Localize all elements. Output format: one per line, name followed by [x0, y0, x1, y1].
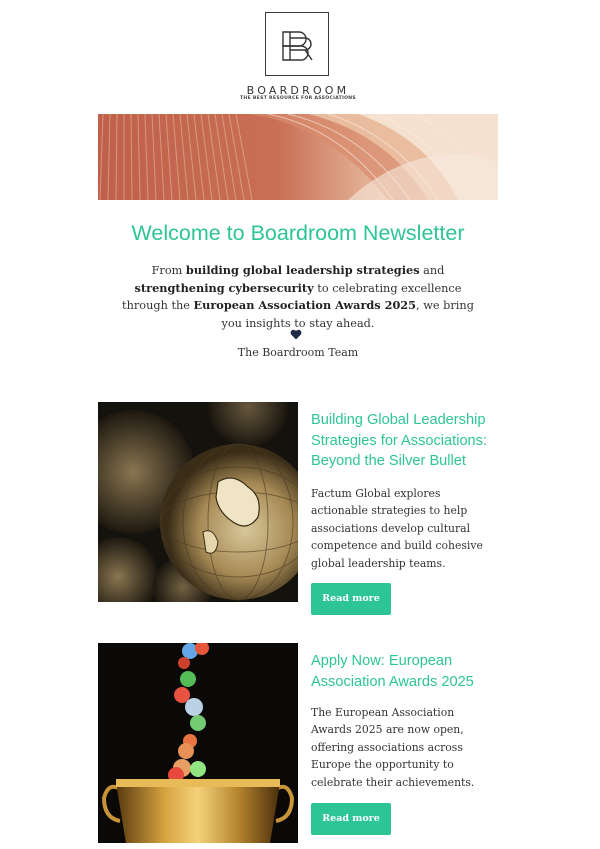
intro-text: to celebrating excellence through the — [122, 281, 462, 312]
logo-mark[interactable] — [265, 12, 329, 76]
article-title[interactable]: Apply Now: European Association Awards 2025 — [311, 653, 474, 690]
br-monogram-icon — [266, 13, 330, 77]
signoff: The Boardroom Team — [237, 346, 359, 359]
article-image-globe[interactable] — [98, 402, 298, 602]
article-summary: Factum Global explores actionable strategies to help associations develop cultural competence and build cohesive global leadership teams. — [311, 487, 483, 570]
read-more-button[interactable]: Read more — [311, 583, 391, 615]
article-image-trophy[interactable] — [98, 643, 298, 843]
intro-bold-awards: European Association Awards 2025 — [193, 298, 417, 312]
intro-text: , we bring you insights to stay ahead. — [221, 299, 474, 330]
heart-icon — [290, 329, 302, 340]
abstract-copper-curves-image — [98, 114, 498, 200]
article-summary: The European Association Awards 2025 are now open, offering associations across Europe the opportunity to celebrate their achievements. — [311, 706, 475, 789]
article-title[interactable]: Building Global Leadership Strategies for Associations: Beyond the Silver Bullet — [311, 412, 488, 470]
brand-name: BOARDROOM — [246, 84, 350, 97]
intro-text: From — [151, 264, 186, 277]
newsletter-title: Welcome to Boardroom Newsletter — [131, 221, 465, 245]
antique-globe-photo — [98, 402, 298, 602]
hero-banner — [98, 114, 498, 200]
trophy-bokeh-photo — [98, 643, 298, 843]
brand-tagline: THE BEST RESOURCE FOR ASSOCIATIONS — [239, 96, 357, 101]
intro-text: and — [419, 264, 445, 277]
read-more-button[interactable]: Read more — [311, 803, 391, 835]
intro-bold-cybersecurity: strengthening cybersecurity — [134, 280, 314, 295]
intro-bold-leadership: building global leadership strategies — [185, 263, 420, 277]
intro-paragraph — [118, 262, 478, 332]
